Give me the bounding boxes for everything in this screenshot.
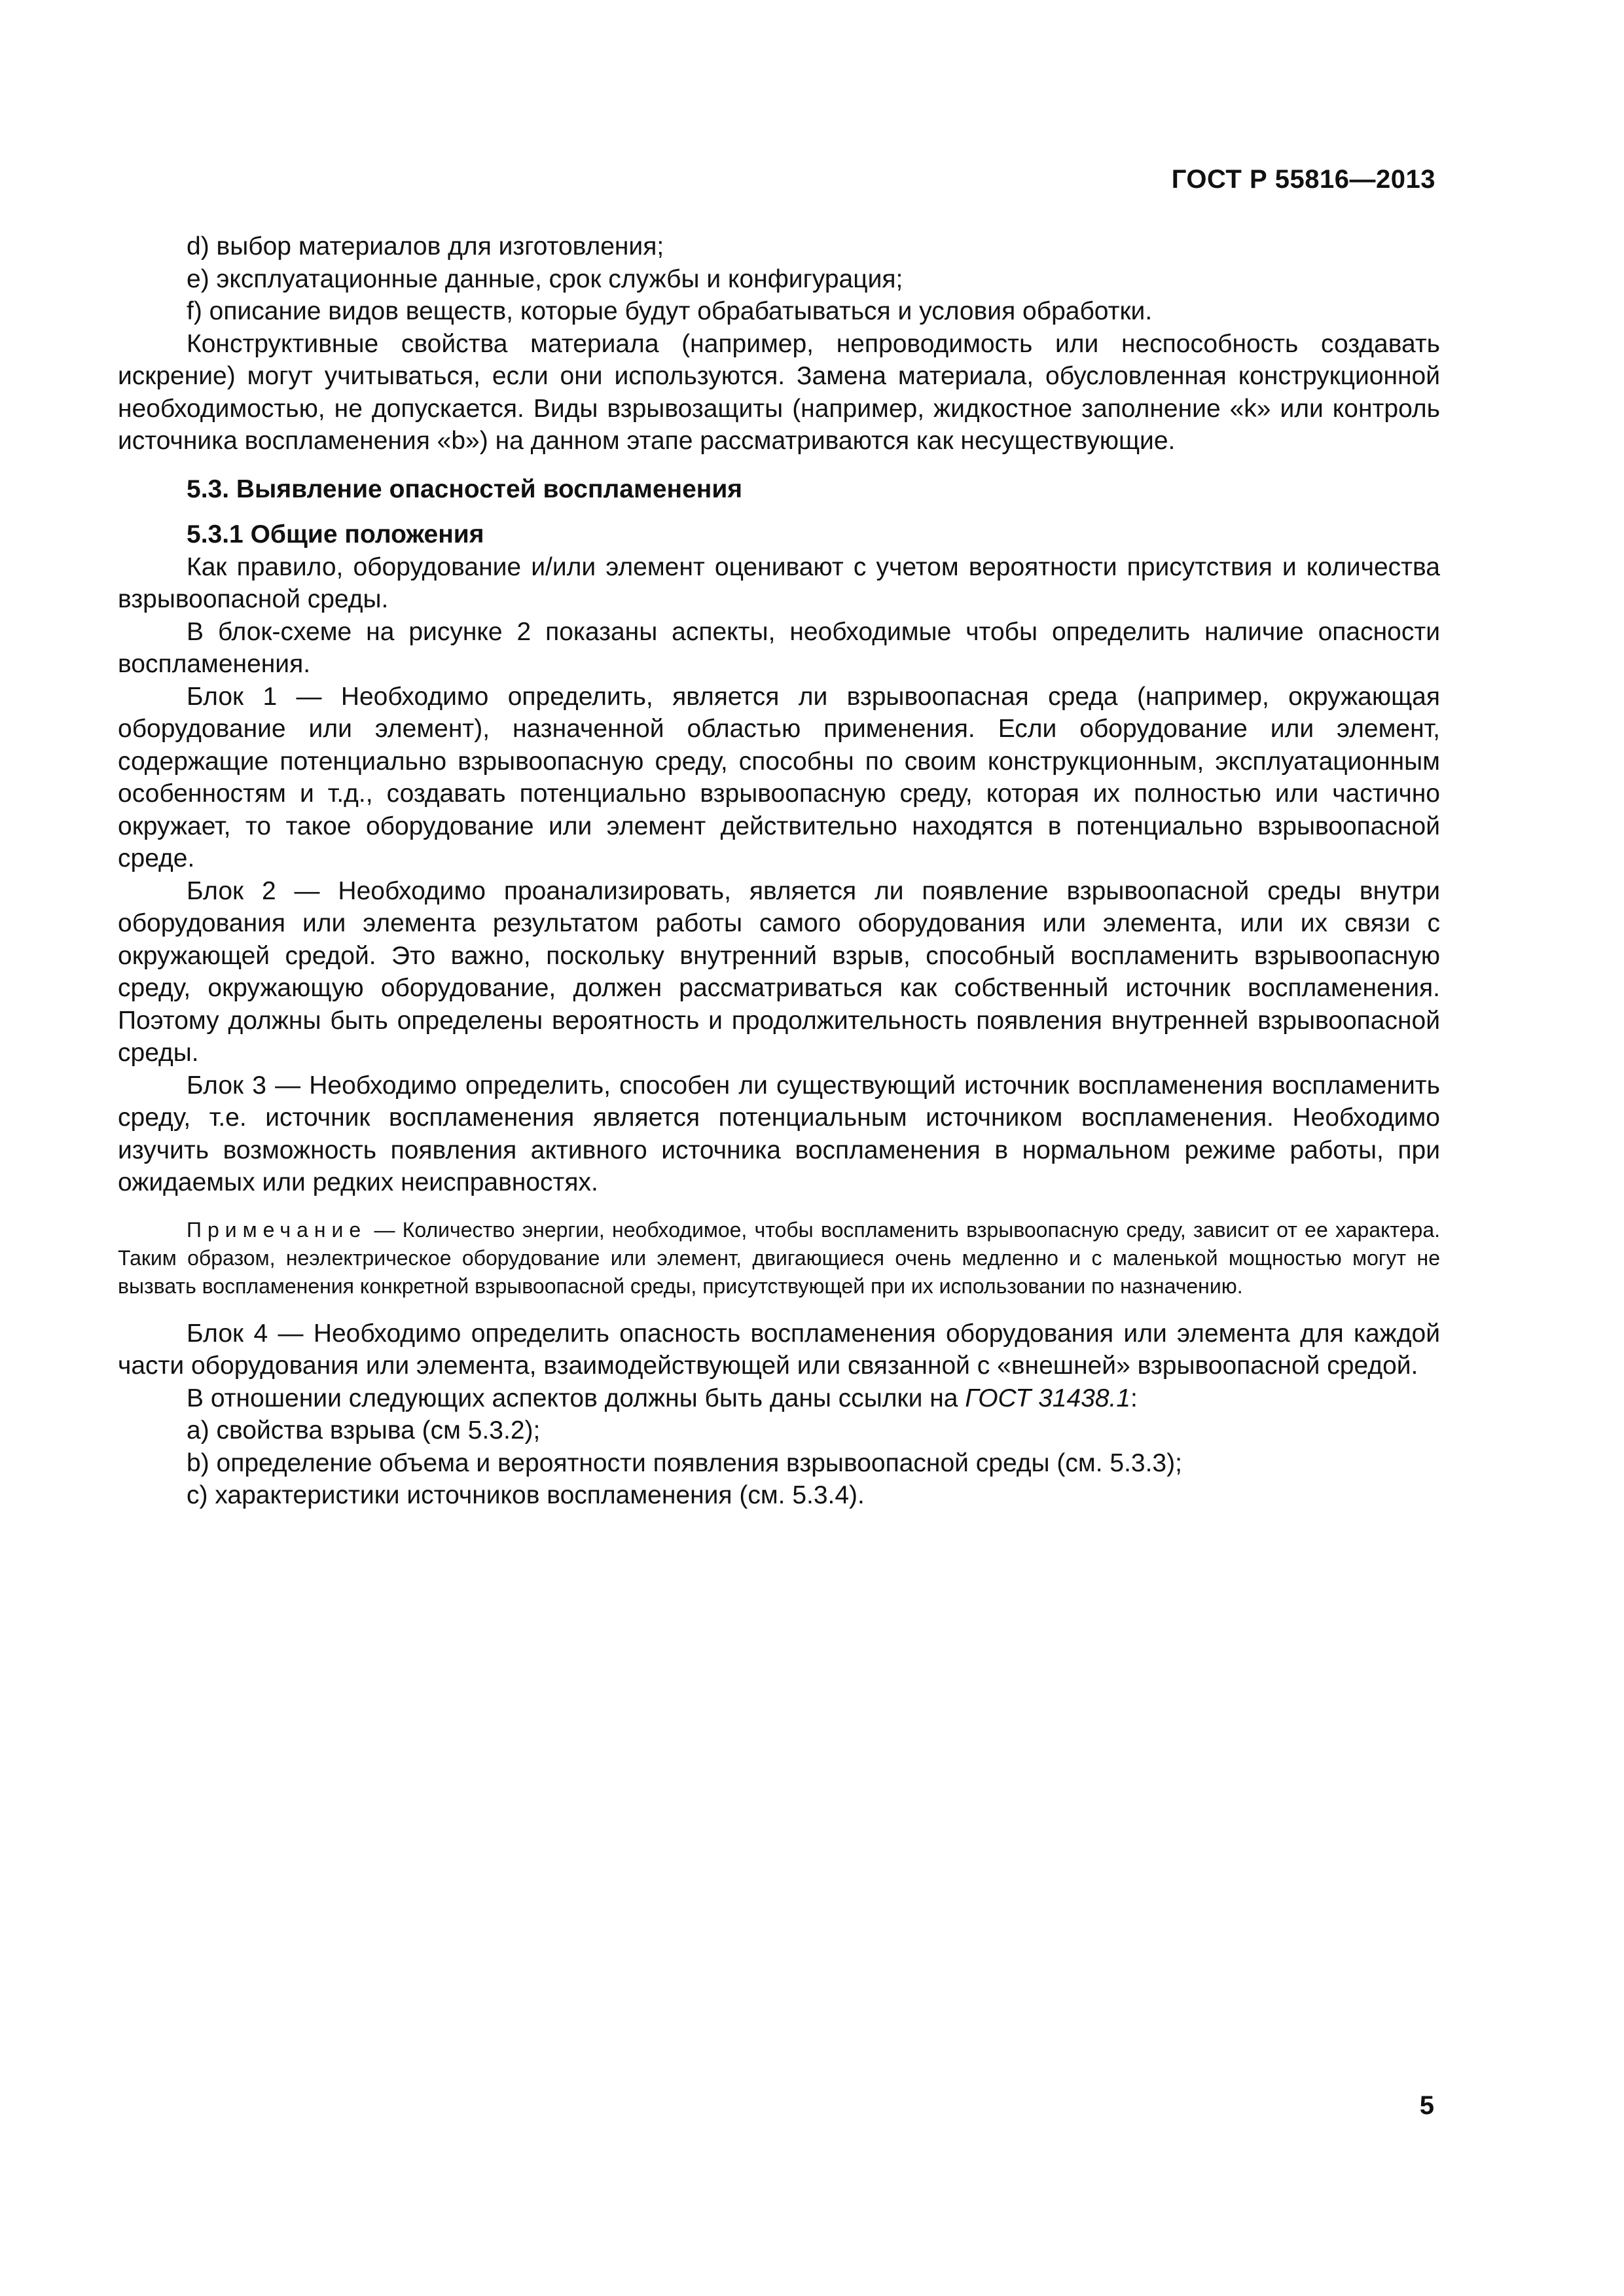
document-code: ГОСТ Р 55816—2013 [1171, 165, 1435, 194]
paragraph-general: Как правило, оборудование и/или элемент оценивают с учетом вероятности присутствия и количества взрывоопасной среды. [118, 552, 1440, 613]
subsection-heading-5-3-1: 5.3.1 Общие положения [187, 520, 484, 548]
paragraph-flowchart: В блок-схеме на рисунке 2 показаны аспекты, необходимые чтобы определить наличие опасности воспламенения. [118, 617, 1440, 678]
paragraph-block-4: Блок 4 — Необходимо определить опасность воспламенения оборудования или элемента для каждой части оборудования или элемента, взаимодействующей или связанной с «внешней» взрывоопасной средой. [118, 1319, 1440, 1380]
document-body [118, 230, 1440, 1512]
list-item-f: f) описание видов веществ, которые будут обрабатываться и условия обработки. [187, 297, 1153, 325]
list-item-e: e) эксплуатационные данные, срок службы и конфигурация; [187, 264, 903, 293]
references-intro: В отношении следующих аспектов должны быть даны ссылки на [187, 1384, 965, 1412]
list-item-c: c) характеристики источников воспламенения (см. 5.3.4). [187, 1481, 865, 1509]
paragraph-block-1: Блок 1 — Необходимо определить, является ли взрывоопасная среда (например, окружающая оборудование или элемент), назначенной областью применения. Если оборудование или элемент, содержащие потенциально взрывоопасную среду, способны по своим конструкционным, эксплуатационным особенностям и т.д., создавать потенциально взрывоопасную среду, которая их полностью или частично окружает, то такое оборудование или элемент действительно находятся в потенциально взрывоопасной среде. [118, 682, 1440, 872]
note-text: — Количество энергии, необходимое, чтобы воспламенить взрывоопасную среду, зависит от ее характера. Таким образом, неэлектрическое оборудование или элемент, двигающиеся очень медленно и с маленькой мощностью могут не вызвать воспламенения конкретной взрывоопасной среды, присутствующей при их использовании по назначению. [118, 1217, 1440, 1298]
paragraph-block-3: Блок 3 — Необходимо определить, способен ли существующий источник воспламенения воспламенить среду, т.е. источник воспламенения является потенциальным источником воспламенения. Необходимо изучить возможность появления активного источника воспламенения в нормальном режиме работы, при ожидаемых или редких неисправностях. [118, 1071, 1440, 1196]
paragraph-references [118, 1382, 1440, 1415]
list-item-b: b) определение объема и вероятности появления взрывоопасной среды (см. 5.3.3); [187, 1448, 1182, 1477]
note [118, 1216, 1440, 1300]
list-item-d: d) выбор материалов для изготовления; [187, 232, 664, 260]
referenced-standard: ГОСТ 31438.1 [965, 1384, 1131, 1412]
references-colon: : [1130, 1384, 1138, 1412]
paragraph-block-2: Блок 2 — Необходимо проанализировать, является ли появление взрывоопасной среды внутри оборудования или элемента результатом работы самого оборудования или элемента, или их связи с окружающей средой. Это важно, поскольку внутренний взрыв, способный воспламенить взрывоопасную среду, окружающую оборудование, должен рассматриваться как собственный источник воспламенения. Поэтому должны быть определены вероятность и продолжительность появления внутренней взрывоопасной среды. [118, 876, 1440, 1067]
paragraph-design-properties: Конструктивные свойства материала (например, непроводимость или неспособность создавать искрение) могут учитываться, если они используются. Замена материала, обусловленная конструкционной необходимостью, не допускается. Виды взрывозащиты (например, жидкостное заполнение «k» или контроль источника воспламенения «b») на данном этапе рассматриваются как несуществующие. [118, 329, 1440, 455]
list-item-a: a) свойства взрыва (см 5.3.2); [187, 1416, 541, 1444]
note-label: Примечание [187, 1217, 367, 1242]
section-heading-5-3: 5.3. Выявление опасностей воспламенения [187, 475, 743, 503]
page-number: 5 [1419, 2091, 1434, 2120]
